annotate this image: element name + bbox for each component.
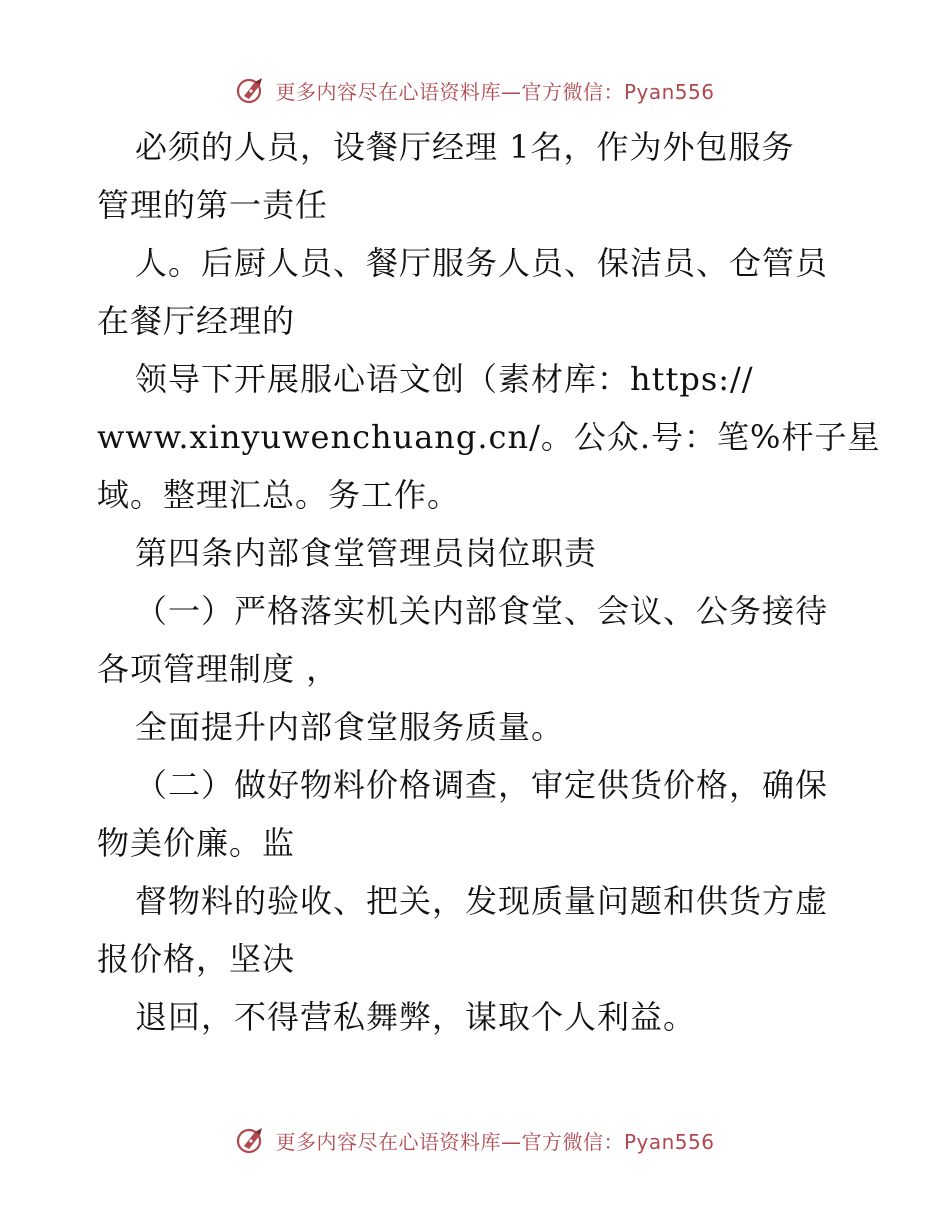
body-line: 域。整理汇总。务工作。 <box>97 476 461 514</box>
body-line: 报价格，坚决 <box>97 940 296 978</box>
body-line: 物美价廉。监 <box>97 824 296 862</box>
body-line: 必须的人员，设餐厅经理 1名，作为外包服务 <box>135 128 795 166</box>
body-line: 全面提升内部食堂服务质量。 <box>135 708 565 746</box>
pen-nib-circle-icon <box>235 74 267 106</box>
section-heading: 第四条内部食堂管理员岗位职责 <box>135 534 598 572</box>
footer-watermark-banner <box>0 1120 950 1160</box>
body-line: www.xinyuwenchuang.cn/。公众.号：笔%杆子星 <box>97 418 881 456</box>
body-line: 领导下开展服心语文创（素材库：https:// <box>135 360 754 398</box>
body-line: 督物料的验收、把关，发现质量问题和供货方虚 <box>135 882 829 920</box>
body-line: （二）做好物料价格调查，审定供货价格，确保 <box>135 766 829 804</box>
body-line: 管理的第一责任 <box>97 186 329 224</box>
banner-text: 更多内容尽在心语资料库—官方微信：Pyan556 <box>275 1129 715 1154</box>
banner-text: 更多内容尽在心语资料库—官方微信：Pyan556 <box>275 79 715 104</box>
body-line: （一）严格落实机关内部食堂、会议、公务接待 <box>135 592 829 630</box>
body-line: 在餐厅经理的 <box>97 302 296 340</box>
body-line: 人。后厨人员、餐厅服务人员、保洁员、仓管员 <box>135 244 829 282</box>
document-body <box>97 118 881 1046</box>
pen-nib-circle-icon <box>235 1124 267 1156</box>
body-line: 退回，不得营私舞弊，谋取个人利益。 <box>135 998 697 1036</box>
header-watermark-banner <box>0 70 950 110</box>
body-line: 各项管理制度 ， <box>97 650 340 688</box>
